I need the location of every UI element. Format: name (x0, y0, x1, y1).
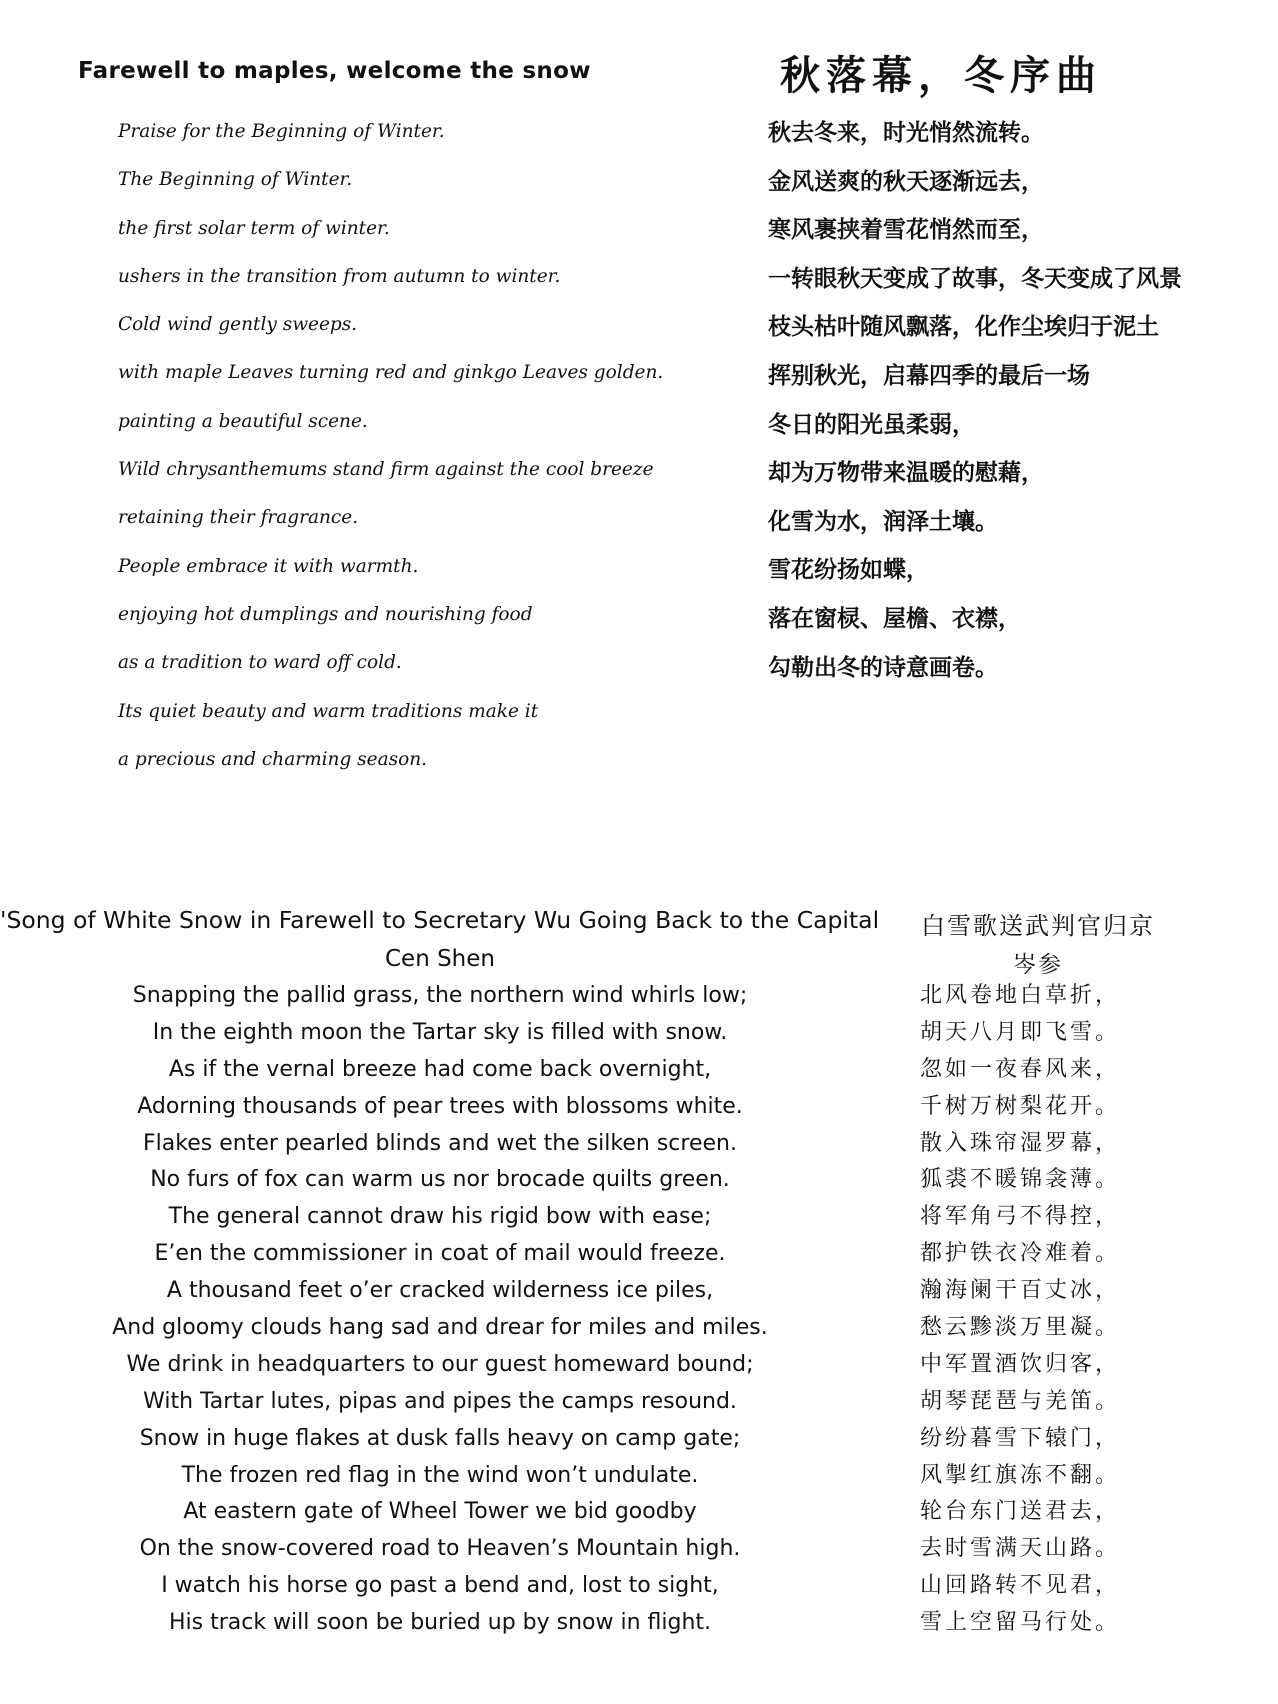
poem-english-line: A thousand feet o’er cracked wilderness ice piles, (166, 1278, 714, 1304)
poem-chinese-line: 忽如一夜春风来， (920, 1056, 1121, 1082)
poem-chinese-line: 去时雪满天山路。 (920, 1536, 1121, 1562)
poem-chinese-line: 胡天八月即飞雪。 (920, 1019, 1121, 1045)
english-title: Farewell to maples, welcome the snow (78, 58, 591, 84)
chinese-prose-line: 秋去冬来，时光悄然流转。 (768, 120, 1044, 146)
poem-chinese-line: 千树万树梨花开。 (920, 1093, 1121, 1119)
poem-english-author: Cen Shen (384, 946, 495, 972)
poem-chinese-line: 将军角弓不得控， (920, 1204, 1121, 1230)
poem-chinese-line: 北风卷地白草折， (920, 983, 1121, 1008)
poem-english-line: E’en the commissioner in coat of mail would freeze. (154, 1241, 726, 1267)
english-prose-line: the first solar term of winter. (118, 217, 390, 239)
english-prose-line: with maple Leaves turning red and ginkgo Leaves golden. (118, 362, 664, 384)
poem-english-line: In the eighth moon the Tartar sky is filled with snow. (152, 1019, 728, 1045)
english-prose-line: retaining their fragrance. (118, 507, 359, 529)
poem-chinese-line: 中军置酒饮归客， (920, 1351, 1121, 1377)
poem-english-line: Snow in huge flakes at dusk falls heavy on camp gate; (139, 1425, 741, 1451)
english-prose-line: ushers in the transition from autumn to winter. (118, 265, 561, 287)
english-prose-line: Praise for the Beginning of Winter. (118, 121, 445, 142)
english-prose-line: Wild chrysanthemums stand firm against the cool breeze (118, 459, 654, 481)
chinese-title: 秋落幕，冬序曲 (780, 52, 1102, 99)
english-prose-line: People embrace it with warmth. (118, 555, 419, 577)
poem-english-line: The frozen red flag in the wind won’t undulate. (181, 1462, 699, 1488)
poem-chinese-line: 胡琴琵琶与羌笛。 (920, 1388, 1121, 1414)
poem-chinese-title: 白雪歌送武判官归京 (921, 912, 1155, 940)
english-prose-line: Cold wind gently sweeps. (118, 314, 358, 336)
poem-english-lines (0, 980, 880, 1644)
poem-english-line: Adorning thousands of pear trees with blossoms white. (137, 1093, 743, 1119)
chinese-prose-line: 一转眼秋天变成了故事，冬天变成了风景 (768, 265, 1182, 292)
chinese-prose-line: 冬日的阳光虽柔弱， (768, 411, 975, 438)
poem-chinese-line: 纷纷暮雪下辕门， (920, 1425, 1121, 1451)
poem-english-line: His track will soon be buried up by snow in flight. (168, 1610, 712, 1636)
poem-english-line: At eastern gate of Wheel Tower we bid goodby (183, 1499, 697, 1525)
poem-chinese-line: 狐裘不暖锦衾薄。 (920, 1167, 1121, 1193)
poem-english-line: Snapping the pallid grass, the northern wind whirls low; (132, 983, 748, 1008)
poem-chinese-line: 都护铁衣冷难着。 (920, 1241, 1121, 1267)
chinese-prose-line: 寒风裹挟着雪花悄然而至， (768, 217, 1044, 244)
poem-chinese-line: 山回路转不见君， (920, 1573, 1121, 1599)
chinese-prose-line: 落在窗棂、屋檐、衣襟， (768, 605, 1021, 632)
poem-chinese-line: 散入珠帘湿罗幕， (920, 1130, 1121, 1156)
chinese-prose-list (768, 118, 1268, 701)
poem-chinese-lines (920, 980, 1160, 1644)
poem-english-title: 'Song of White Snow in Farewell to Secretary Wu Going Back to the Capital (0, 906, 880, 934)
english-prose-line: as a tradition to ward off cold. (118, 652, 402, 674)
poem-english-line: Flakes enter pearled blinds and wet the silken screen. (143, 1130, 737, 1156)
poem-english-line: The general cannot draw his rigid bow with ease; (168, 1204, 712, 1230)
poem-english-line: With Tartar lutes, pipas and pipes the camps resound. (143, 1388, 737, 1414)
chinese-prose-line: 雪花纷扬如蝶， (768, 557, 929, 584)
poem-english-line: No furs of fox can warm us nor brocade quilts green. (150, 1167, 730, 1193)
english-prose-line: Its quiet beauty and warm traditions make it (118, 700, 539, 722)
poem-english-line: I watch his horse go past a bend and, lost to sight, (161, 1573, 719, 1599)
english-prose-list (118, 118, 678, 794)
poem-english-line: As if the vernal breeze had come back overnight, (168, 1056, 712, 1082)
chinese-prose-line: 化雪为水，润泽土壤。 (768, 508, 998, 535)
poem-chinese-line: 风掣红旗冻不翻。 (920, 1462, 1121, 1488)
chinese-prose-line: 枝头枯叶随风飘落，化作尘埃归于泥土 (768, 314, 1159, 341)
poem-chinese-author: 岑参 (1013, 952, 1063, 978)
chinese-prose-line: 勾勒出冬的诗意画卷。 (768, 654, 998, 681)
english-prose-line: The Beginning of Winter. (118, 169, 353, 191)
english-prose-line: a precious and charming season. (118, 748, 428, 770)
poem-chinese-line: 愁云黪淡万里凝。 (920, 1315, 1121, 1341)
poem-chinese-line: 瀚海阑干百丈冰， (920, 1278, 1121, 1304)
poem-chinese-line: 雪上空留马行处。 (920, 1610, 1121, 1636)
chinese-prose-line: 挥别秋光，启幕四季的最后一场 (768, 362, 1090, 389)
poem-chinese-line: 轮台东门送君去， (920, 1499, 1121, 1525)
chinese-prose-line: 却为万物带来温暖的慰藉， (768, 460, 1044, 487)
chinese-prose-line: 金风送爽的秋天逐渐远去， (768, 168, 1044, 195)
poem-english-line: We drink in headquarters to our guest homeward bound; (126, 1351, 754, 1377)
poem-english-line: On the snow-covered road to Heaven’s Mountain high. (139, 1536, 741, 1562)
english-prose-line: enjoying hot dumplings and nourishing food (118, 603, 533, 625)
english-prose-line: painting a beautiful scene. (118, 410, 368, 432)
poem-english-line: And gloomy clouds hang sad and drear for miles and miles. (112, 1315, 768, 1341)
